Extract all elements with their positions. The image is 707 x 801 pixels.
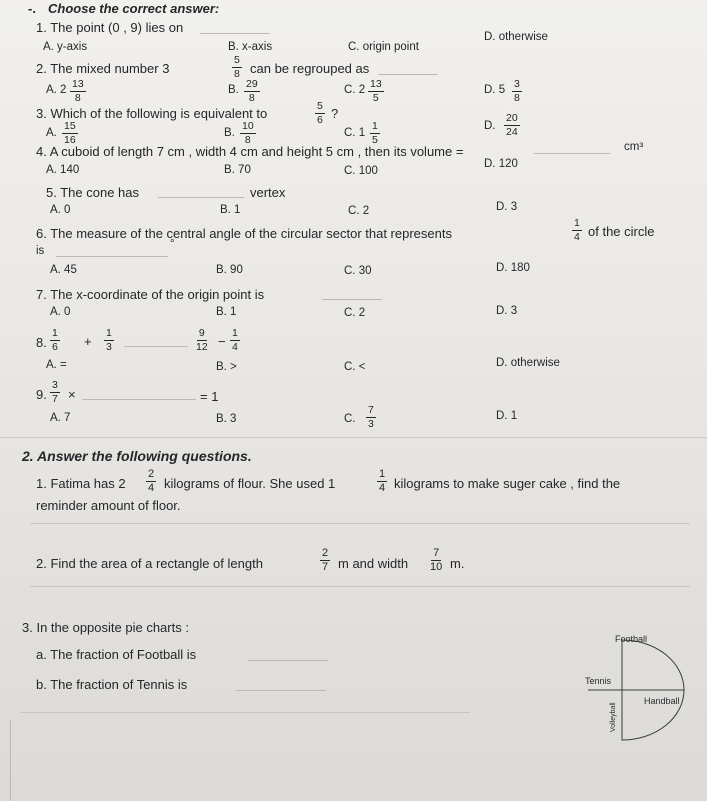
q3-stem-end: ?	[331, 106, 339, 121]
s2-q1-den1: 4	[148, 482, 155, 494]
q3-stem-den: 6	[317, 113, 323, 126]
q8-option-a: A. =	[46, 359, 67, 371]
q3-d-den: 24	[506, 125, 518, 138]
sports-pie-chart	[560, 620, 700, 750]
q8-f1-den: 6	[52, 340, 58, 353]
q3-b-num: 10	[242, 120, 254, 132]
q8-fraction-4	[230, 328, 240, 352]
q7-stem: 7. The x-coordinate of the origin point is	[36, 287, 265, 302]
q6-option-d: D. 180	[496, 262, 530, 274]
q8-fraction-2	[104, 328, 114, 352]
q9-option-c-fraction	[366, 405, 376, 429]
s2-q1-fraction-2	[377, 469, 387, 494]
s2-q2-num1: 2	[322, 547, 329, 559]
s2-q1-fraction-1	[146, 469, 156, 494]
q2-blank	[378, 74, 438, 75]
s2-q1-text-end: kilograms to make suger cake , find the	[394, 476, 621, 491]
q9-blank	[82, 399, 196, 400]
q9-c-den: 3	[368, 417, 374, 430]
s2-q3-part-b: b. The fraction of Tennis is	[36, 677, 188, 692]
q6-stem-den: 4	[574, 230, 580, 243]
q3-stem-num: 5	[317, 100, 323, 112]
pie-chart-svg	[560, 620, 700, 750]
q2-stem-fraction	[232, 55, 242, 79]
s2-q3-b-blank	[236, 690, 326, 691]
q6-degree: °	[170, 238, 175, 250]
section1-marker: -.	[28, 1, 36, 16]
q2-option-a-fraction	[70, 79, 86, 103]
s2-q1-num2: 1	[379, 468, 386, 480]
q3-option-a-fraction	[62, 121, 78, 145]
q2-stem-num: 5	[234, 54, 240, 66]
q8-plus: +	[84, 334, 92, 349]
q6-option-b: B. 90	[216, 264, 243, 276]
q3-a-den: 16	[64, 133, 76, 146]
q8-blank	[124, 346, 188, 347]
q2-option-b-label: B.	[228, 84, 239, 96]
q2-option-c-fraction	[368, 79, 384, 103]
s2-q2-fraction-2	[428, 548, 444, 573]
q9-c-num: 7	[368, 404, 374, 416]
q4-unit: cm³	[624, 141, 644, 153]
s2-q2-text-end: m.	[450, 556, 465, 571]
pie-slice-football	[622, 640, 684, 690]
q5-blank	[158, 197, 244, 198]
q2-b-num: 29	[246, 78, 258, 90]
q3-option-a-label: A.	[46, 127, 57, 139]
q9-f-num: 3	[52, 379, 58, 391]
s2-q2-fraction-1	[320, 548, 330, 573]
s2-q2-answer-line	[30, 586, 690, 587]
q6-stem-start: 6. The measure of the central angle of the circular sector that represents	[36, 226, 452, 241]
margin-mark	[0, 720, 11, 801]
q7-option-c: C. 2	[344, 307, 366, 319]
section1-title: Choose the correct answer:	[48, 1, 220, 16]
q2-option-c-label: C. 2	[344, 84, 366, 96]
q8-f2-num: 1	[106, 327, 112, 339]
q9-option-d: D. 1	[496, 410, 518, 422]
q9-equals: = 1	[200, 389, 219, 404]
q7-option-d: D. 3	[496, 305, 518, 317]
q3-c-num: 1	[372, 120, 378, 132]
q9-f-den: 7	[52, 392, 58, 405]
q2-stem-end: can be regrouped as	[250, 61, 370, 76]
q3-option-d-label: D.	[484, 120, 496, 132]
q6-stem-end: of the circle	[588, 224, 655, 239]
q9-option-b: B. 3	[216, 413, 237, 425]
s2-q3-part-a: a. The fraction of Football is	[36, 647, 197, 662]
q7-option-b: B. 1	[216, 306, 237, 318]
q2-stem-den: 8	[234, 67, 240, 80]
q3-option-b-fraction	[240, 121, 256, 145]
s2-q1-num1: 2	[148, 468, 155, 480]
q9-option-a: A. 7	[50, 412, 71, 424]
q2-option-d-fraction	[512, 79, 522, 103]
q3-stem-start: 3. Which of the following is equivalent to	[36, 106, 268, 121]
q2-d-num: 3	[514, 78, 520, 90]
s2-q1-text-line2: reminder amount of floor.	[36, 498, 181, 513]
q1-blank	[200, 33, 270, 34]
q9-fraction	[50, 380, 60, 404]
q3-c-den: 5	[372, 133, 378, 146]
q5-option-d: D. 3	[496, 201, 518, 213]
pie-label-volleyball: Volleyball	[610, 702, 617, 732]
q9-option-c-label: C.	[344, 413, 356, 425]
q5-option-a: A. 0	[50, 204, 71, 216]
s2-q1-text-mid: kilograms of flour. She used 1	[164, 476, 336, 491]
q3-stem-fraction	[315, 101, 325, 125]
q6-blank	[56, 256, 168, 257]
q6-option-a: A. 45	[50, 264, 77, 276]
q3-option-d-fraction	[504, 113, 520, 137]
q1-option-a: A. y-axis	[43, 41, 88, 53]
q8-f3-num: 9	[198, 327, 205, 339]
q6-stem-num: 1	[574, 217, 580, 229]
s2-q2-num2: 7	[433, 547, 440, 559]
q3-option-b-label: B.	[224, 127, 235, 139]
q3-d-num: 20	[506, 112, 518, 124]
q2-a-den: 8	[74, 91, 81, 104]
q1-option-d: D. otherwise	[484, 31, 548, 43]
q5-option-b: B. 1	[220, 204, 241, 216]
s2-q3-extra-line	[20, 712, 470, 713]
q6-stem-line2: is	[36, 245, 45, 257]
q2-b-den: 8	[248, 91, 255, 104]
q2-a-num: 13	[72, 78, 84, 90]
section2-title: 2. Answer the following questions.	[22, 448, 252, 464]
q9-label: 9.	[36, 387, 47, 402]
q2-stem-start: 2. The mixed number 3	[36, 61, 170, 76]
q3-option-c-fraction	[370, 121, 380, 145]
q2-option-b-fraction	[244, 79, 260, 103]
q4-option-d: D. 120	[484, 158, 518, 170]
q4-stem: 4. A cuboid of length 7 cm , width 4 cm and height 5 cm , then its volume =	[36, 144, 464, 159]
q3-option-c-label: C. 1	[344, 127, 366, 139]
pie-label-football: Football	[615, 634, 648, 644]
q9-times: ×	[68, 387, 76, 402]
q8-label: 8.	[36, 335, 47, 350]
q8-f4-den: 4	[232, 340, 238, 353]
q8-option-d: D. otherwise	[496, 357, 560, 369]
s2-q2-text-start: 2. Find the area of a rectangle of length	[36, 556, 263, 571]
q8-minus: −	[218, 334, 226, 349]
q2-c-den: 5	[372, 91, 379, 104]
q8-option-c: C. <	[344, 361, 366, 373]
q8-f4-num: 1	[232, 327, 238, 339]
q2-d-den: 8	[514, 91, 520, 104]
s2-q1-text-start: 1. Fatima has 2	[36, 476, 126, 491]
q8-option-b: B. >	[216, 361, 237, 373]
q5-option-c: C. 2	[348, 205, 370, 217]
q3-a-num: 15	[64, 120, 76, 132]
q5-stem-end: vertex	[250, 185, 286, 200]
q4-option-b: B. 70	[224, 164, 251, 176]
q4-option-c: C. 100	[344, 165, 378, 177]
pie-label-handball: Handball	[644, 696, 680, 706]
q8-fraction-1	[50, 328, 60, 352]
q5-stem-start: 5. The cone has	[46, 185, 139, 200]
s2-q1-den2: 4	[379, 482, 386, 494]
q6-option-c: C. 30	[344, 265, 372, 277]
q6-stem-fraction	[572, 218, 582, 242]
q2-c-num: 13	[370, 78, 382, 90]
q4-option-a: A. 140	[46, 164, 80, 176]
s2-q2-den1: 7	[322, 561, 329, 573]
q7-option-a: A. 0	[50, 306, 71, 318]
q8-f3-den: 12	[196, 340, 208, 353]
s2-q2-text-mid: m and width	[338, 556, 409, 571]
q8-f1-num: 1	[52, 327, 58, 339]
q1-option-b: B. x-axis	[228, 41, 273, 53]
q1-stem: 1. The point (0 , 9) lies on	[36, 20, 184, 35]
q8-f2-den: 3	[106, 340, 112, 353]
s2-q1-answer-line	[30, 523, 690, 524]
q2-option-a-label: A. 2	[46, 84, 67, 96]
pie-label-tennis: Tennis	[585, 676, 612, 686]
s2-q3-a-blank	[248, 660, 328, 661]
q2-option-d-label: D. 5	[484, 84, 506, 96]
s2-q3-stem: 3. In the opposite pie charts :	[22, 620, 189, 635]
q4-blank	[534, 153, 610, 154]
q3-b-den: 8	[244, 133, 251, 146]
q8-fraction-3	[194, 328, 210, 352]
q1-option-c: C. origin point	[348, 41, 419, 53]
s2-q2-den2: 10	[430, 561, 443, 573]
q7-blank	[322, 299, 382, 300]
section-divider	[0, 437, 707, 438]
